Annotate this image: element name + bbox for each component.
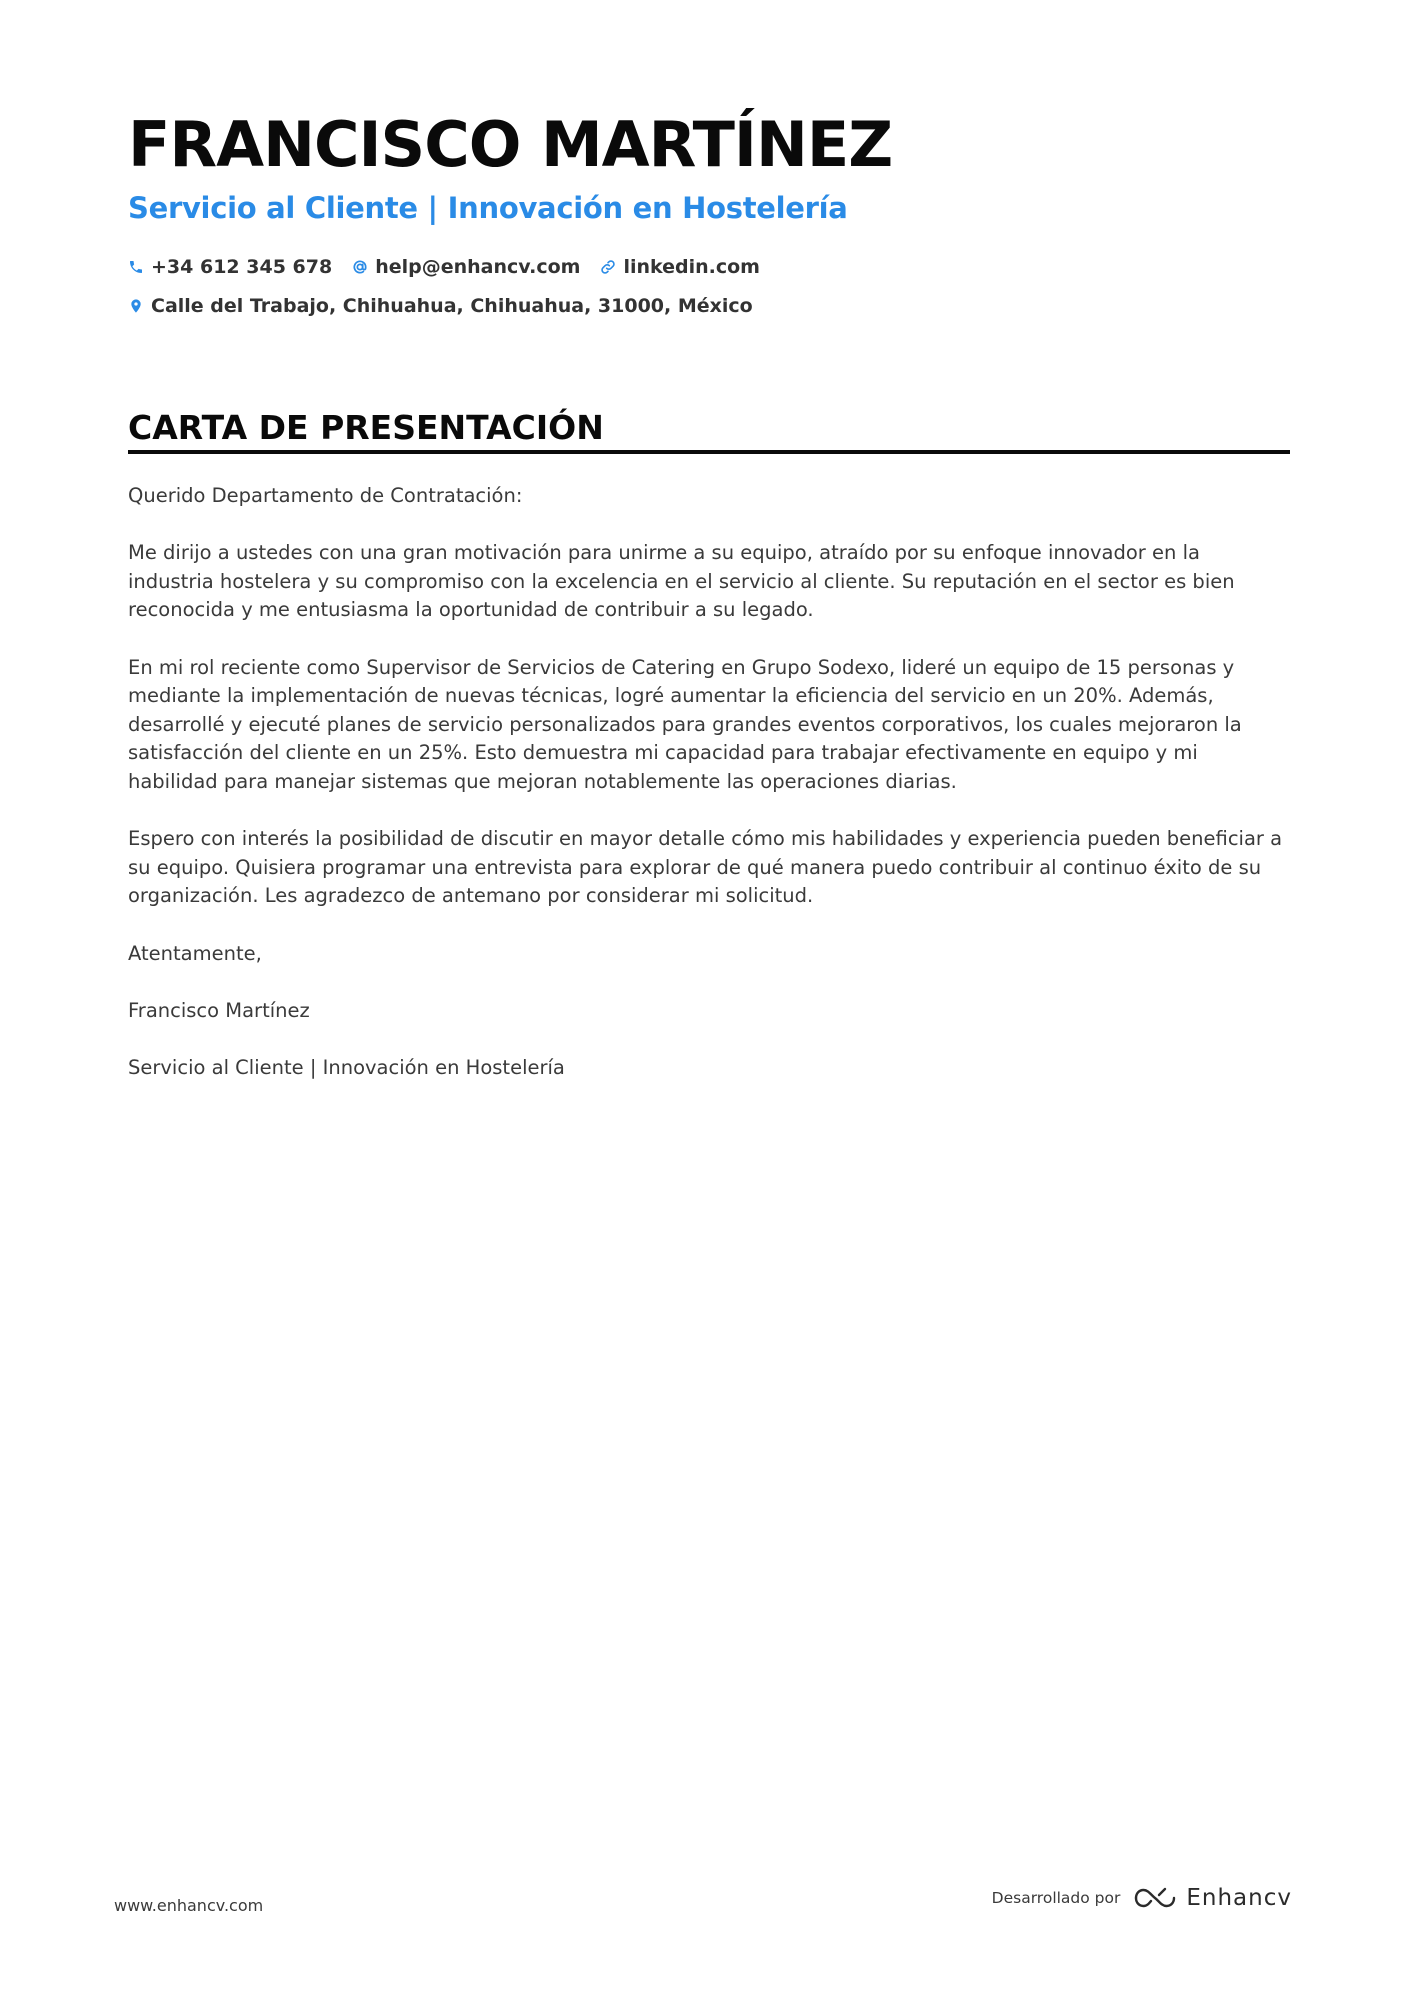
linkedin-text: linkedin.com <box>623 256 760 278</box>
letter-closing: Atentamente, <box>128 941 262 965</box>
signature-title: Servicio al Cliente | Innovación en Hostelería <box>128 1055 565 1079</box>
letter-paragraph: Me dirijo a ustedes con una gran motivación para unirme a su equipo, atraído por su enfoque innovador en la industria hostelera y su compromiso con la excelencia en el servicio al cliente. Su reputación en el sector es bien reconocida y me entusiasma la oportunidad de contribuir a su legado. <box>128 541 1235 622</box>
location-text: Calle del Trabajo, Chihuahua, Chihuahua, 31000, México <box>151 295 753 317</box>
phone-icon <box>128 259 144 275</box>
letter-paragraph: En mi rol reciente como Supervisor de Servicios de Catering en Grupo Sodexo, lideré un equipo de 15 personas y mediante la implementación de nuevas técnicas, logré aumentar la eficiencia del servicio en un 20%. Además, desarrollé y ejecuté planes de servicio personalizados para grandes eventos corporativos, los cuales mejoraron la satisfacción del cliente en un 25%. Esto demuestra mi capacidad para trabajar efectivamente en equipo y mi habilidad para manejar sistemas que mejoran notablemente las operaciones diarias. <box>128 655 1242 793</box>
at-icon <box>352 259 368 275</box>
applicant-name: FRANCISCO MARTÍNEZ <box>128 108 893 181</box>
link-icon <box>600 259 616 275</box>
contact-phone[interactable] <box>128 256 332 278</box>
email-text: help@enhancv.com <box>375 256 581 278</box>
brand-wordmark: Enhancv <box>1186 1885 1292 1911</box>
contact-location <box>128 295 753 317</box>
letter-paragraph: Espero con interés la posibilidad de discutir en mayor detalle cómo mis habilidades y experiencia pueden beneficiar a su equipo. Quisiera programar una entrevista para explorar de qué manera puedo contribuir al continuo éxito de su organización. Les agradezco de antemano por considerar mi solicitud. <box>128 827 1283 908</box>
letter-greeting: Querido Departamento de Contratación: <box>128 484 523 507</box>
signature-name: Francisco Martínez <box>128 998 310 1022</box>
map-pin-icon <box>128 298 144 314</box>
phone-text: +34 612 345 678 <box>151 256 333 278</box>
section-divider <box>128 450 1290 454</box>
contact-linkedin[interactable] <box>600 256 760 278</box>
enhancv-logo-icon <box>1132 1885 1178 1911</box>
contact-row-primary <box>128 256 780 278</box>
applicant-headline: Servicio al Cliente | Innovación en Hostelería <box>128 191 848 225</box>
letter-body <box>128 482 1290 1111</box>
contact-email[interactable] <box>352 256 580 278</box>
footer-website-link[interactable]: www.enhancv.com <box>114 1896 264 1915</box>
footer-branding[interactable] <box>992 1885 1292 1911</box>
contact-row-secondary <box>128 295 773 317</box>
section-title: CARTA DE PRESENTACIÓN <box>128 408 604 447</box>
powered-by-text: Desarrollado por <box>991 1889 1121 1907</box>
